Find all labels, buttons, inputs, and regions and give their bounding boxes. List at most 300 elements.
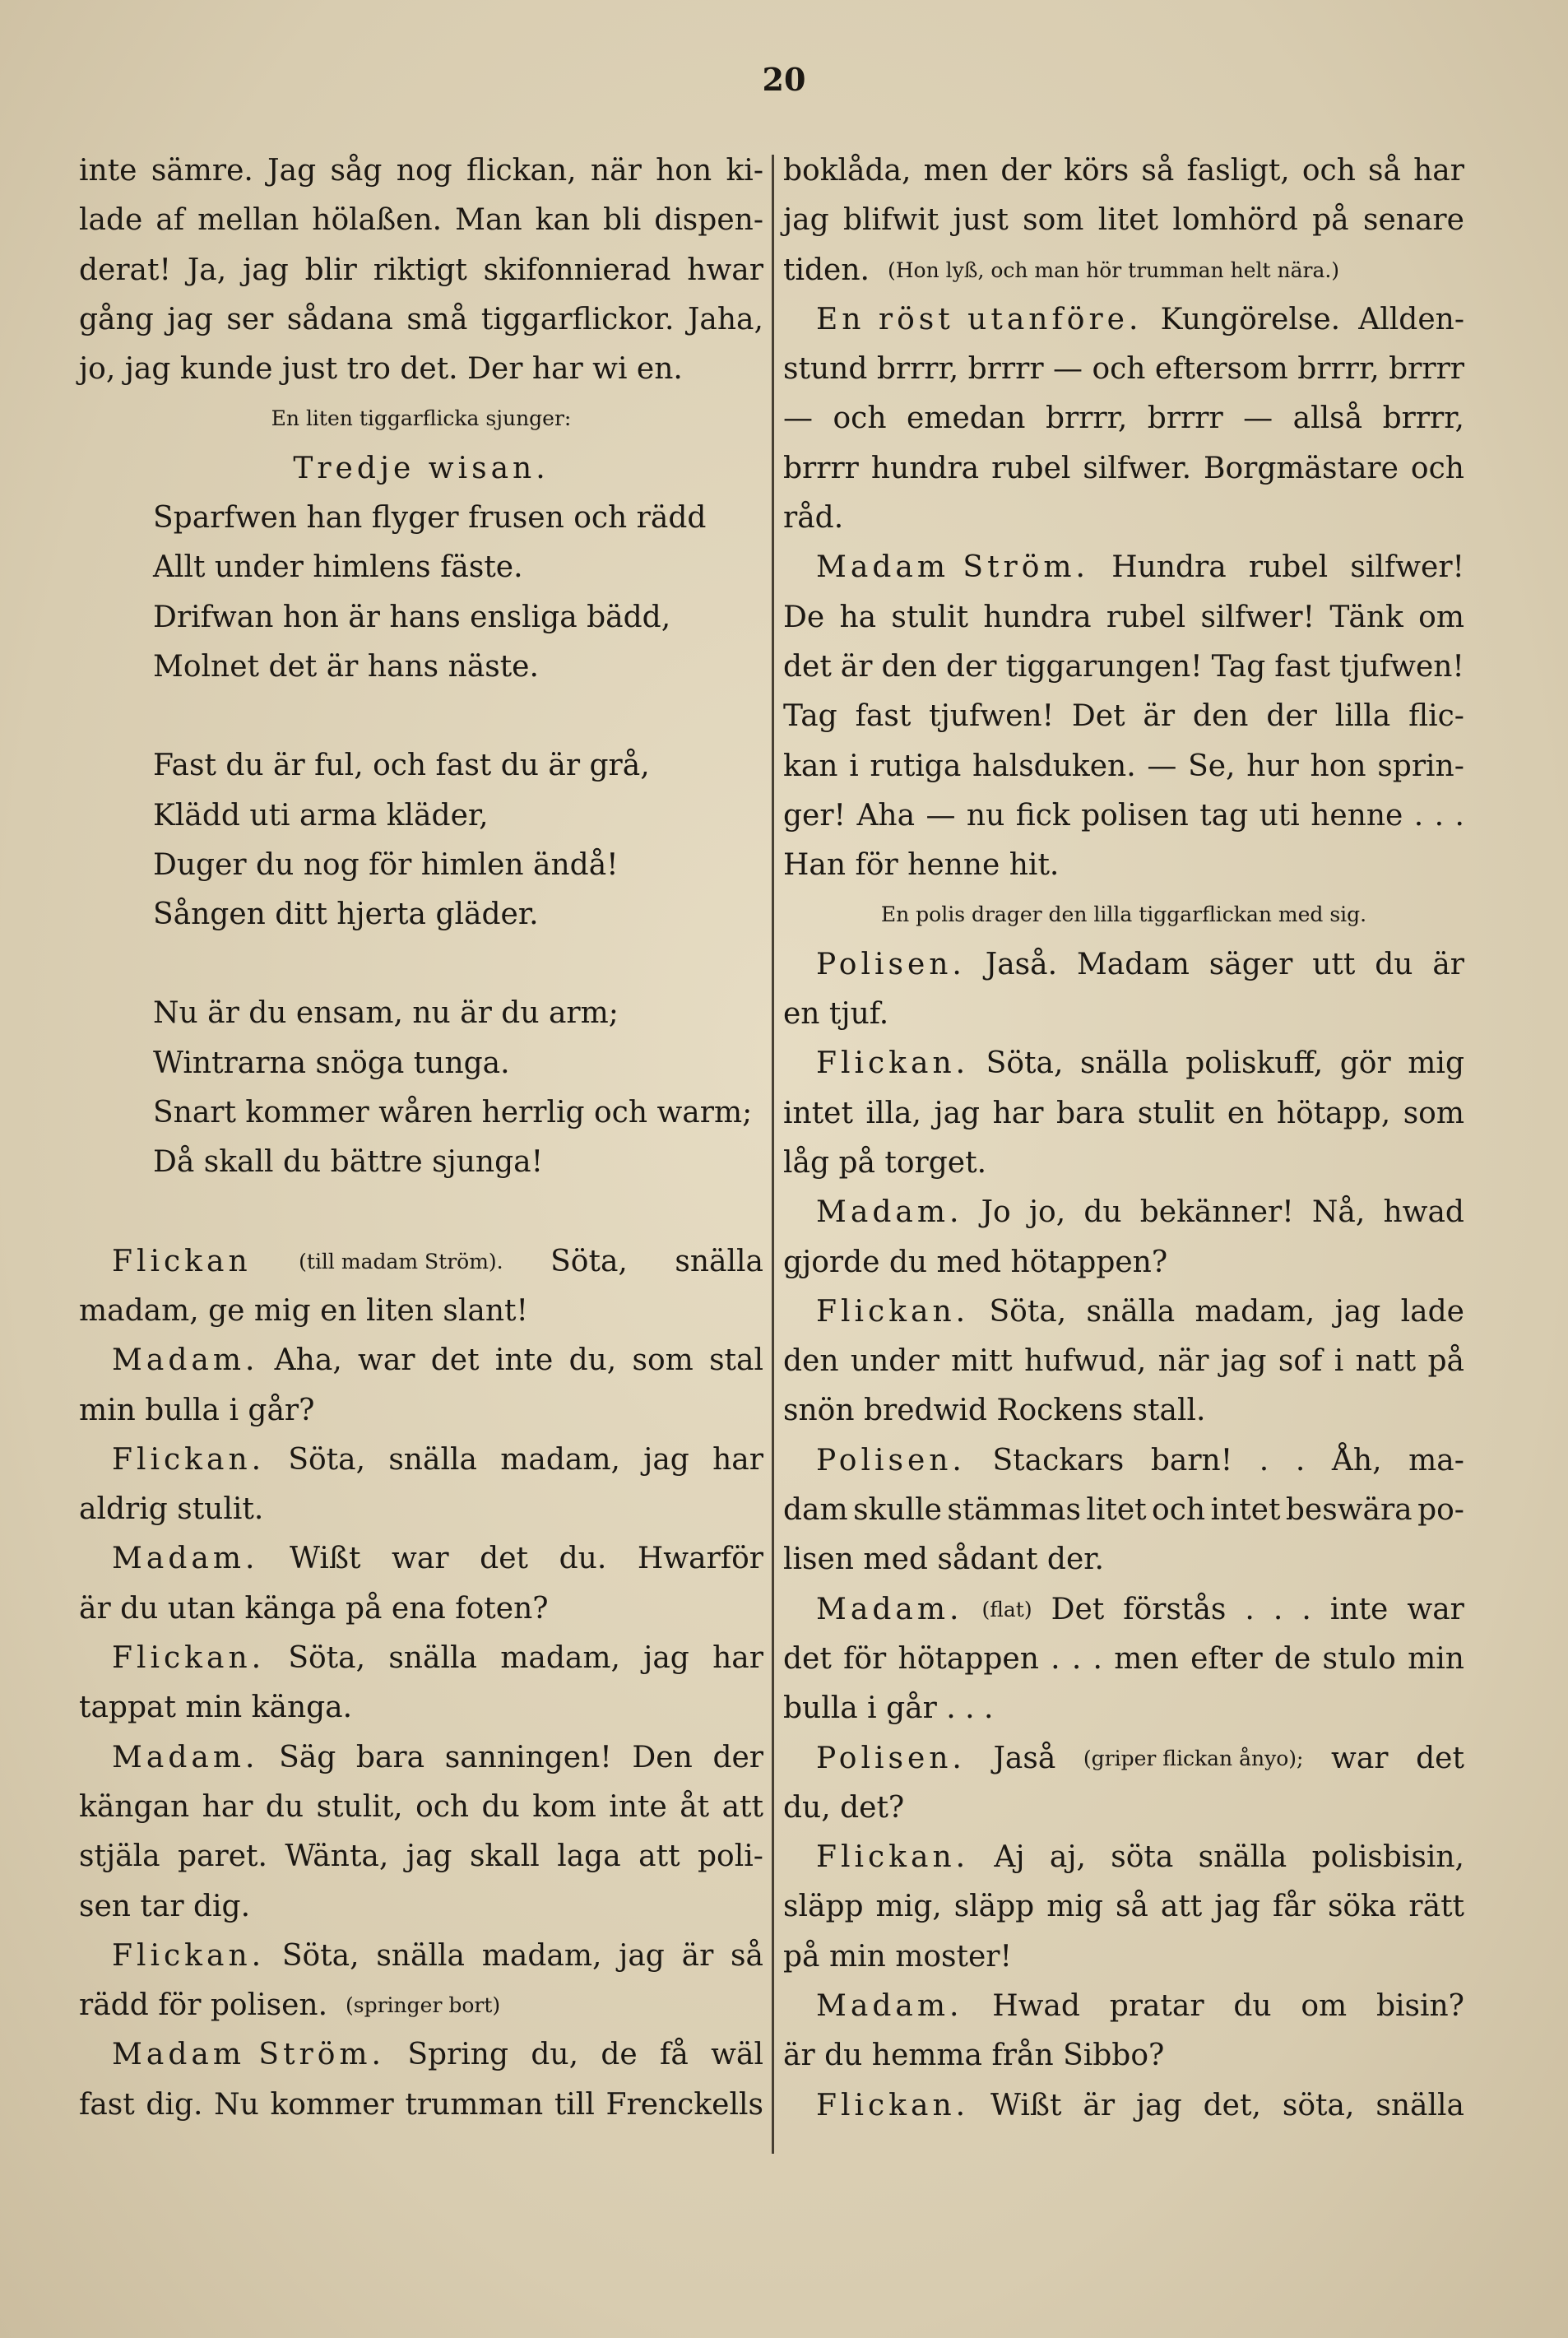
word: nog [396, 154, 452, 188]
word: bara [355, 1740, 425, 1774]
word: Ja, [187, 253, 227, 287]
word: i [849, 749, 859, 783]
word: barn! [1150, 1443, 1233, 1477]
word: Spring [407, 2038, 509, 2072]
word: utt [1312, 947, 1356, 981]
column-divider [772, 155, 774, 2154]
verse-text: Nu är du ensam, nu är du arm; [153, 996, 619, 1031]
word: brrrr [783, 451, 859, 485]
word: dam [783, 1493, 848, 1528]
word: säger [1208, 947, 1293, 981]
text-line [783, 1386, 1464, 1436]
word: Madam [1076, 947, 1190, 981]
word: att [721, 1789, 763, 1824]
word: Det [1051, 1592, 1105, 1626]
word: madam, [500, 1641, 620, 1676]
word: hundra [870, 451, 980, 485]
text-line [783, 742, 1464, 791]
word: den [881, 649, 937, 684]
word: brrrr [1147, 401, 1223, 436]
word: snälla [675, 1244, 763, 1278]
word: lade [1400, 1294, 1464, 1329]
line-text: är du utan känga på ena foten? [79, 1591, 549, 1626]
word: få [660, 2038, 689, 2072]
word: Åh, [1331, 1443, 1382, 1477]
word: på [1427, 1344, 1464, 1379]
word: efter [1190, 1641, 1263, 1676]
word: skifonnierad [483, 253, 671, 287]
word: nu [966, 798, 1005, 833]
word: små [406, 302, 468, 336]
stage-direction: (flat) [981, 1597, 1032, 1621]
word: senare [1362, 203, 1464, 238]
word: Aha, [274, 1343, 342, 1378]
line-text: tiden. [783, 253, 870, 287]
word: litet [1097, 203, 1159, 238]
word: Nu [214, 2087, 259, 2122]
speaker-name: En röst utanföre. [816, 302, 1143, 336]
text-line [79, 2081, 763, 2130]
word: du. [559, 1542, 607, 1576]
text-line [79, 1832, 763, 1881]
word: om [1418, 600, 1464, 634]
word: Säg [279, 1740, 336, 1774]
word: derat! [79, 253, 171, 287]
speaker-name: Madam. [816, 1592, 963, 1626]
word: fick [1015, 798, 1070, 833]
word: kängan [79, 1789, 190, 1824]
word: det, [1203, 2088, 1261, 2122]
word: ha [839, 600, 877, 634]
verse-line [79, 543, 763, 592]
text-line [783, 2031, 1464, 2081]
word: inte [609, 1789, 667, 1824]
word: de [1273, 1641, 1311, 1676]
word: riktigt [373, 253, 467, 287]
word: henne [1311, 798, 1403, 833]
line-text: lisen med sådant der. [783, 1542, 1104, 1577]
speaker-name: Flickan [112, 1244, 252, 1278]
speaker-name: Flickan. [112, 1938, 266, 1973]
word: silfwer! [1350, 550, 1464, 585]
word: stulit, [316, 1789, 403, 1824]
word: sanningen! [444, 1740, 612, 1774]
verse-text: Sparfwen han flyger frusen och rädd [153, 501, 707, 536]
speech-line [79, 1634, 763, 1683]
line-text: bulla i går . . . [783, 1691, 994, 1726]
text-line [79, 295, 763, 345]
word: jag [243, 253, 289, 287]
verse-text: Snart kommer wåren herrlig och warm; [153, 1096, 753, 1130]
word: en [1227, 1096, 1264, 1130]
speech-line [79, 2030, 763, 2080]
line-text: gjorde du med hötappen? [783, 1245, 1168, 1279]
text-line [783, 593, 1464, 642]
word: Söta, [989, 1294, 1067, 1329]
word: bisin? [1375, 1988, 1464, 2023]
text-line [79, 1386, 763, 1436]
word: som [632, 1343, 694, 1378]
word: det [480, 1542, 528, 1576]
text-line [783, 246, 1464, 295]
speaker-name: Flickan. [112, 1442, 266, 1477]
verse-text: Då skall du bättre sjunga! [153, 1145, 544, 1180]
word: jag [643, 1442, 689, 1477]
verse-text: Sången ditt hjerta gläder. [153, 898, 539, 932]
word: är [1083, 2088, 1116, 2122]
speaker-name: Madam Ström. [816, 550, 1090, 585]
line-text: låg på torget. [783, 1145, 987, 1180]
word: och [1301, 154, 1356, 188]
word: som [1403, 1096, 1464, 1130]
word: aj, [1049, 1840, 1086, 1875]
word: för [843, 1641, 887, 1676]
word: bli [603, 203, 642, 238]
word: snälla [376, 1938, 465, 1973]
text-line [783, 146, 1464, 196]
word: der [1266, 699, 1317, 734]
word: hon [1310, 749, 1366, 783]
word: fast [79, 2087, 135, 2122]
word: stjäla [79, 1839, 160, 1874]
word: du, [568, 1343, 617, 1378]
speaker-name: Flickan. [816, 1294, 970, 1329]
word: så [731, 1938, 763, 1973]
word: wäl [711, 2038, 763, 2072]
word: . [1273, 1592, 1283, 1626]
word: Tänk [1329, 600, 1403, 634]
word: de [601, 2038, 638, 2072]
word: det [430, 1343, 480, 1378]
verse-line [79, 593, 763, 642]
word: Jaha, [687, 302, 763, 336]
word: . [1301, 1592, 1311, 1626]
word: stal [709, 1343, 763, 1378]
word: fast [1274, 649, 1331, 684]
text-line [783, 1882, 1464, 1932]
word: — [925, 798, 956, 833]
word: men [1114, 1641, 1179, 1676]
word: släpp [783, 1890, 864, 1924]
word: Hwad [992, 1988, 1080, 2023]
text-line [79, 246, 763, 295]
word: på [1312, 203, 1349, 238]
word: Hundra [1111, 550, 1227, 585]
word: söta, [1282, 2088, 1355, 2122]
text-line [783, 444, 1464, 494]
text-line [783, 1486, 1464, 1535]
word: den [1192, 699, 1249, 734]
word: när [1157, 1344, 1209, 1379]
word: men [923, 154, 989, 188]
word: stulit [1137, 1096, 1215, 1130]
line-text: aldrig stulit. [79, 1492, 264, 1527]
word: som [1023, 203, 1084, 238]
speaker-name: Polisen. [816, 1443, 966, 1477]
word: det [1416, 1741, 1464, 1775]
word: fast [855, 699, 912, 734]
verse-text: Klädd uti arma kläder, [153, 798, 489, 833]
word: om [1301, 1988, 1348, 2023]
word: Nå, [1311, 1195, 1366, 1230]
word: jag [619, 1938, 665, 1973]
word: Söta, [288, 1442, 366, 1477]
word: jag [1214, 1890, 1260, 1924]
speech-line [783, 1585, 1464, 1635]
text-line [783, 1238, 1464, 1287]
word: ma- [1408, 1443, 1464, 1477]
word: war [1331, 1741, 1389, 1775]
word: kan [535, 203, 591, 238]
word: åt [680, 1789, 710, 1824]
word: boklåda, [783, 154, 912, 188]
word: po- [1417, 1493, 1464, 1528]
text-line [783, 1139, 1464, 1188]
word: uti [1259, 798, 1300, 833]
line-text: madam, ge mig en liten slant! [79, 1293, 528, 1328]
word: under [850, 1344, 939, 1379]
word: hwad [1383, 1195, 1464, 1230]
stage-direction: (Hon lyß, och man hör trumman helt nära.) [887, 257, 1340, 282]
speech-line [783, 295, 1464, 345]
word: mellan [197, 203, 299, 238]
word: jag [167, 302, 213, 336]
line-text: snön bredwid Rockens stall. [783, 1394, 1206, 1428]
text-line [79, 1584, 763, 1634]
text-line [783, 1684, 1464, 1733]
word: De [783, 600, 825, 634]
word: snälla [388, 1442, 477, 1477]
word: eftersom [1154, 352, 1288, 387]
word: flickan, [466, 154, 577, 188]
text-line [783, 1784, 1464, 1833]
word: silfwer. [1083, 451, 1192, 485]
word: släpp [953, 1890, 1035, 1924]
word: snälla [1086, 1294, 1176, 1329]
word: och [833, 401, 887, 436]
word: . [1051, 1641, 1060, 1676]
stanza-break [79, 692, 763, 741]
line-text: Han för henne hit. [783, 848, 1060, 883]
speaker-name: Madam. [816, 1195, 963, 1230]
word: brrrr, [876, 352, 959, 387]
word: Jaså [993, 1741, 1056, 1775]
line-text: jo, jag kunde just tro det. Der har wi en. [79, 352, 683, 387]
word: sämre. [151, 154, 253, 188]
word: Tag [783, 699, 837, 734]
word: du, [531, 2038, 579, 2072]
text-line [783, 1535, 1464, 1584]
word: söka [1327, 1890, 1397, 1924]
verse-text: Fast du är ful, och fast du är grå, [153, 749, 650, 783]
word: hölaßen. [312, 203, 443, 238]
word: silfwer! [1200, 600, 1315, 634]
word: der [712, 1740, 763, 1774]
text-line [79, 1783, 763, 1832]
word: lade [79, 203, 143, 238]
word: det [783, 1641, 832, 1676]
word: så [1141, 154, 1175, 188]
song-title-text: Tredje wisan. [293, 451, 550, 485]
word: har [202, 1789, 253, 1824]
word: lomhörd [1172, 203, 1298, 238]
line-text: rädd för polisen. [79, 1988, 328, 2023]
word: bara [1055, 1096, 1125, 1130]
text-line [783, 1932, 1464, 1982]
speech-line [783, 1982, 1464, 2031]
word: allså [1292, 401, 1363, 436]
line-text: tappat min känga. [79, 1691, 353, 1725]
word: sådana [286, 302, 393, 336]
verse-line [79, 989, 763, 1038]
speaker-name: Polisen. [816, 1741, 966, 1775]
speech-line [79, 1436, 763, 1485]
word: gång [79, 302, 154, 336]
speaker-name: Madam Ström. [112, 2038, 386, 2072]
word: bekänner! [1139, 1195, 1294, 1230]
line-text: råd. [783, 501, 844, 536]
word: jag [643, 1641, 689, 1676]
word: Wißt [290, 1542, 361, 1576]
word: . [1454, 798, 1464, 833]
word: rutiga [870, 749, 962, 783]
word: emedan [907, 401, 1026, 436]
speaker-name: Flickan. [816, 1046, 970, 1081]
stage-direction: (griper flickan ånyo); [1083, 1746, 1304, 1770]
speaker-name: Madam. [816, 1988, 963, 2023]
verse-line [79, 741, 763, 791]
word: brrrr [967, 352, 1044, 387]
word: och [415, 1789, 470, 1824]
word: Det [1071, 699, 1125, 734]
text-line [783, 1337, 1464, 1386]
word: hur [1246, 749, 1299, 783]
word: skall [469, 1839, 540, 1874]
word: såg [330, 154, 383, 188]
line-text: du, det? [783, 1790, 905, 1825]
word: jag [934, 1096, 981, 1130]
word: snälla [388, 1641, 477, 1676]
stanza-break [79, 1188, 763, 1237]
word: du [1375, 947, 1413, 981]
word: — [783, 401, 813, 436]
verse-line [79, 1088, 763, 1138]
word: polisen [1081, 798, 1189, 833]
word: Jaså. [985, 947, 1058, 981]
word: war [1407, 1592, 1464, 1626]
word: rubel [991, 451, 1071, 485]
line-text: en tjuf. [783, 997, 889, 1032]
verse-line [79, 1039, 763, 1088]
text-line [79, 196, 763, 245]
word: madam, [481, 1938, 602, 1973]
speech-line [783, 543, 1464, 592]
word: stämmas [947, 1493, 1081, 1528]
text-line [783, 791, 1464, 841]
word: förstås [1123, 1592, 1227, 1626]
word: och [1410, 451, 1464, 485]
speech-line [79, 1733, 763, 1783]
word: Aj [994, 1840, 1025, 1875]
word: kan [783, 749, 838, 783]
word: du [1233, 1988, 1272, 2023]
word: laga [557, 1839, 621, 1874]
line-text: sen tar dig. [79, 1889, 251, 1923]
word: dispen- [654, 203, 763, 238]
song-title [79, 444, 763, 494]
speech-line [783, 2081, 1464, 2131]
word: Aha [856, 798, 916, 833]
word: Söta, [288, 1641, 366, 1676]
word: flic- [1408, 699, 1464, 734]
word: kom [532, 1789, 596, 1824]
text-line [79, 1882, 763, 1932]
word: stulo [1322, 1641, 1396, 1676]
word: är [1432, 947, 1464, 981]
word: poli- [698, 1839, 763, 1874]
word: dig. [146, 2087, 203, 2122]
line-text: är du hemma från Sibbo? [783, 2039, 1165, 2073]
word: snälla [1079, 1046, 1169, 1081]
word: inte [494, 1343, 554, 1378]
word: tiggarungen! [1005, 649, 1203, 684]
text-line [783, 196, 1464, 245]
word: så [1115, 1890, 1148, 1924]
word: . [1434, 798, 1445, 833]
verse-text: Duger du nog för himlen ändå! [153, 847, 619, 882]
word: hon [656, 154, 712, 188]
verse-line [79, 494, 763, 543]
text-line [783, 1089, 1464, 1139]
word: jo, [1028, 1195, 1066, 1230]
speaker-name: Madam. [112, 1542, 259, 1576]
word: och [1152, 1493, 1206, 1528]
verse-text: Molnet det är hans näste. [153, 649, 539, 684]
word: ser [226, 302, 274, 336]
left-column [79, 146, 763, 2130]
word: polisbisin, [1311, 1840, 1464, 1875]
verse-text: Wintrarna snöga tunga. [153, 1046, 510, 1080]
word: har [1413, 154, 1464, 188]
word: har [712, 1442, 763, 1477]
speaker-name: Madam. [112, 1740, 259, 1774]
word: brrrr, [1297, 352, 1380, 387]
word: blifwit [843, 203, 939, 238]
word: rätt [1408, 1890, 1464, 1924]
text-line [783, 841, 1464, 890]
word: war [358, 1343, 415, 1378]
word: sprin- [1377, 749, 1464, 783]
word: mig [1046, 1890, 1103, 1924]
word: Söta, [550, 1244, 628, 1278]
speech-line [783, 1734, 1464, 1784]
verse-line [79, 890, 763, 939]
word: paret. [178, 1839, 267, 1874]
right-column [783, 146, 1464, 2131]
word: Jag [267, 154, 317, 188]
word: du [481, 1789, 520, 1824]
text-line [79, 1485, 763, 1534]
word: intet [783, 1096, 853, 1130]
word: jag [406, 1839, 452, 1874]
verse-line [79, 841, 763, 890]
word: . [1092, 1641, 1102, 1676]
word: fasligt, [1186, 154, 1290, 188]
word: tjufwen! [929, 699, 1055, 734]
word: jag [783, 203, 829, 238]
word: . [1295, 1443, 1306, 1477]
word: pratar [1109, 1988, 1204, 2023]
